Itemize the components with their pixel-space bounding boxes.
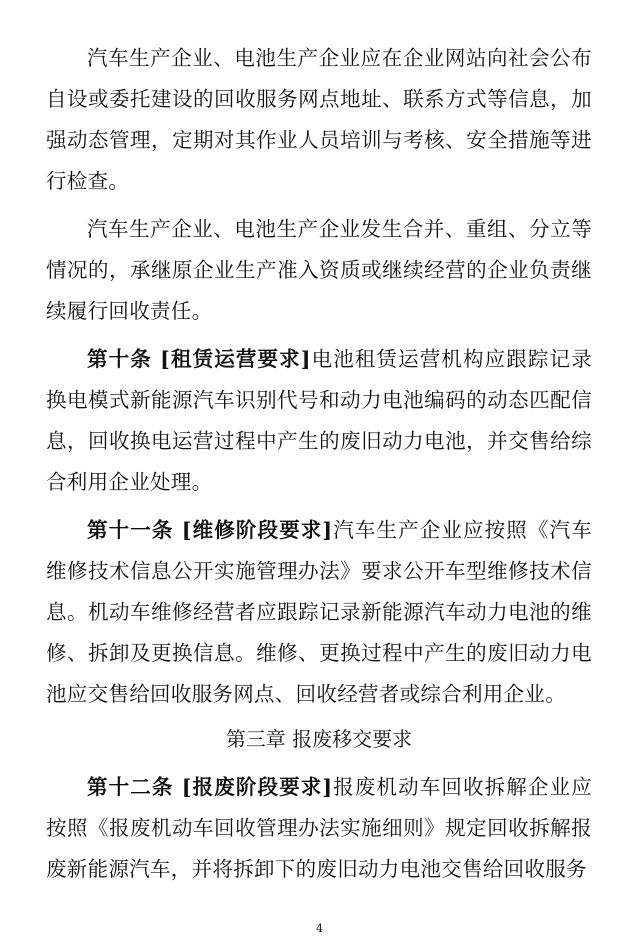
paragraph-publish-info [46,38,592,202]
article-11-title: 第十一条 [维修阶段要求] [87,518,333,542]
page-number: 4 [316,922,323,935]
paragraph-text: 汽车生产企业、电池生产企业发生合并、重组、分立等情况的，承继原企业生产准入资质或继续经营的企业负责继续履行回收责任。 [46,217,592,323]
article-10 [46,339,592,503]
article-12-title: 第十二条 [报废阶段要求] [87,775,333,799]
article-11 [46,510,592,715]
chapter-3-heading: 第三章 报废移交要求 [225,727,413,751]
article-12 [46,767,592,890]
paragraph-merger-responsibility [46,209,592,332]
article-10-body: 电池租赁运营机构应跟踪记录换电模式新能源汽车识别代号和动力电池编码的动态匹配信息，回收换电运营过程中产生的废旧动力电池，并交售给综合利用企业处理。 [46,347,592,494]
article-11-body: 汽车生产企业应按照《汽车维修技术信息公开实施管理办法》要求公开车型维修技术信息。机动车维修经营者应跟踪记录新能源汽车动力电池的维修、拆卸及更换信息。维修、更换过程中产生的废旧动力电池应交售给回收服务网点、回收经营者或综合利用企业。 [46,518,592,706]
article-10-title: 第十条 [租赁运营要求] [87,347,311,371]
page-content [46,38,592,897]
paragraph-text: 汽车生产企业、电池生产企业应在企业网站向社会公布自设或委托建设的回收服务网点地址、联系方式等信息，加强动态管理，定期对其作业人员培训与考核、安全措施等进行检查。 [46,46,592,193]
article-12-body: 报废机动车回收拆解企业应按照《报废机动车回收管理办法实施细则》规定回收拆解报废新能源汽车，并将拆卸下的废旧动力电池交售给回收服务 [46,775,592,881]
